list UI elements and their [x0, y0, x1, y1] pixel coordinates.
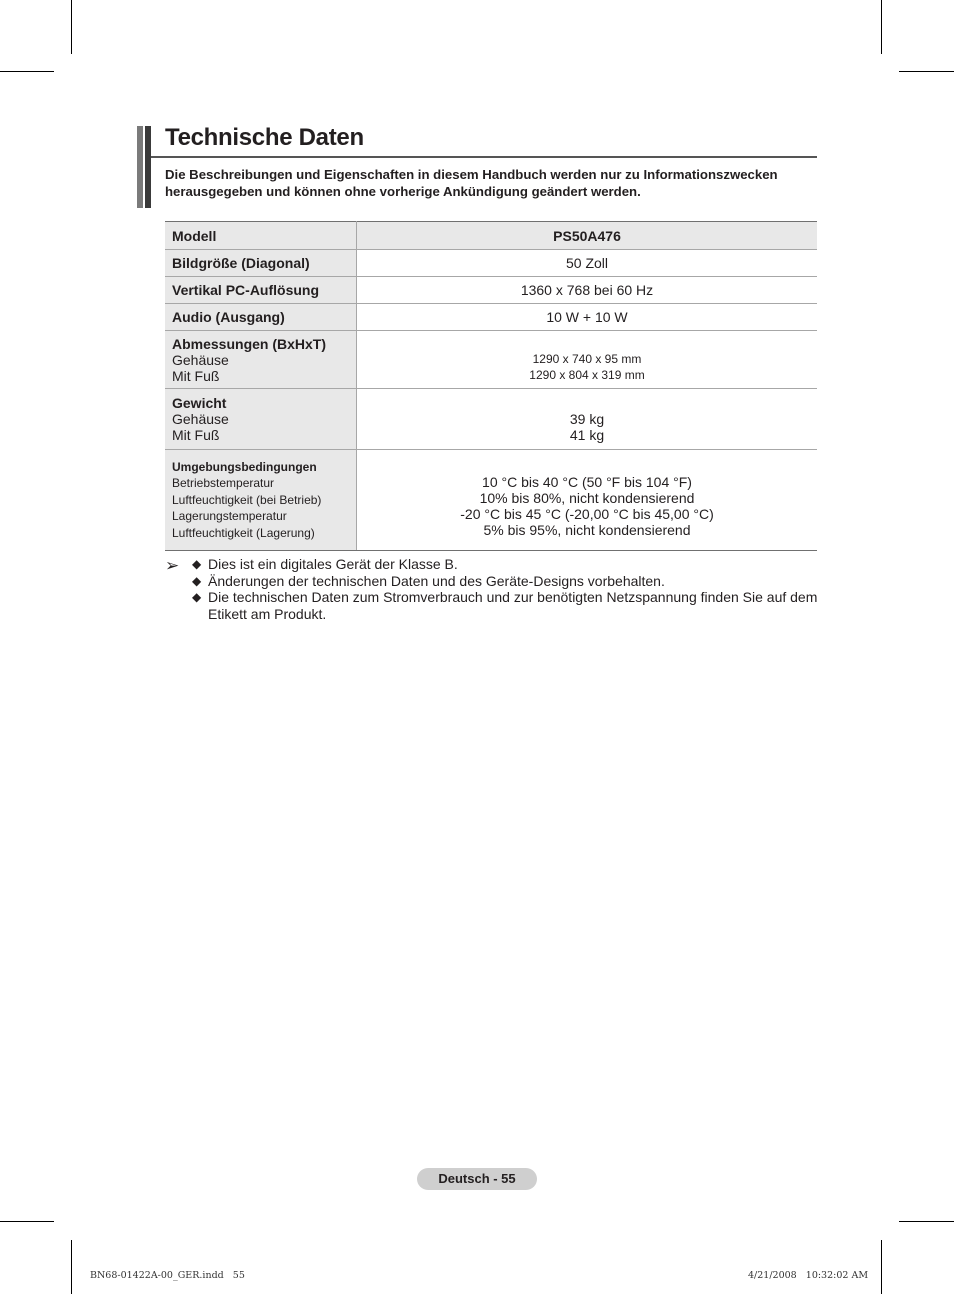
row-value-line: 5% bis 95%, nicht kondensierend [483, 521, 691, 538]
row-sublabel: Luftfeuchtigkeit (Lagerung) [172, 525, 315, 540]
row-label-title: Umgebungsbedingungen [172, 459, 317, 474]
row-label: Audio (Ausgang) [165, 304, 357, 331]
row-sublabel: Betriebstemperatur [172, 476, 275, 491]
row-sublabel: Gehäuse [172, 351, 229, 368]
notes-list [192, 556, 822, 623]
row-label: Modell [165, 222, 357, 250]
title-accent-bar [145, 126, 151, 208]
page-title: Technische Daten [165, 124, 364, 151]
crop-mark [71, 1240, 72, 1294]
row-value-line: 39 kg [569, 410, 605, 427]
list-item [192, 556, 822, 573]
intro-text: Die Beschreibungen und Eigenschaften in diesem Handbuch werden nur zu Informationszwecken herausgegeben und können ohne vorherige Ankündigung geändert werden. [165, 167, 778, 199]
page-number-badge: Deutsch - 55 [417, 1168, 537, 1190]
row-label [165, 450, 357, 551]
table-row [165, 450, 817, 551]
crop-mark [899, 71, 954, 72]
row-value [357, 331, 818, 389]
row-value-line: 41 kg [569, 426, 605, 443]
row-value: 10 W + 10 W [357, 304, 818, 331]
row-value-line: 1290 x 740 x 95 mm [532, 351, 642, 366]
table-row [165, 331, 817, 389]
print-slug-left: BN68-01422A-00_GER.indd 55 [90, 1270, 245, 1281]
crop-mark [899, 1221, 954, 1222]
note-text: Änderungen der technischen Daten und des Geräte-Designs vorbehalten. [208, 572, 665, 589]
row-sublabel: Mit Fuß [172, 367, 220, 384]
title-accent-bar [137, 126, 143, 208]
diamond-bullet-icon: ◆ [192, 590, 202, 605]
row-label [165, 331, 357, 389]
title-underline [151, 156, 817, 158]
diamond-bullet-icon: ◆ [192, 573, 202, 588]
row-sublabel: Lagerungstemperatur [172, 509, 287, 524]
table-row [165, 304, 817, 331]
row-label: Vertikal PC-Auflösung [165, 277, 357, 304]
row-value: 50 Zoll [357, 250, 818, 277]
row-value [357, 389, 818, 450]
row-sublabel: Gehäuse [172, 411, 229, 427]
spec-table [165, 221, 817, 551]
row-label-title: Abmessungen (BxHxT) [172, 335, 327, 352]
note-text: Die technischen Daten zum Stromverbrauch und zur benötigten Netzspannung finden Sie auf dem Etikett am Produkt. [208, 589, 818, 623]
diamond-bullet-icon: ◆ [192, 557, 202, 571]
row-value-line: -20 °C bis 45 °C (-20,00 °C bis 45,00 °C) [460, 505, 714, 522]
row-sublabel: Luftfeuchtigkeit (bei Betrieb) [172, 492, 322, 507]
note-arrow-icon: ➢ [165, 556, 180, 575]
row-value-line: 10 °C bis 40 °C (50 °F bis 104 °F) [482, 473, 692, 490]
row-label: Bildgröße (Diagonal) [165, 250, 357, 277]
row-value: PS50A476 [357, 222, 818, 250]
note-text: Dies ist ein digitales Gerät der Klasse B. [208, 556, 458, 572]
row-value-line: 1290 x 804 x 319 mm [529, 368, 645, 382]
row-label [165, 389, 357, 450]
row-sublabel: Mit Fuß [172, 427, 220, 443]
crop-mark [71, 0, 72, 54]
list-item [192, 589, 822, 622]
table-row [165, 389, 817, 450]
table-row [165, 250, 817, 277]
list-item [192, 573, 822, 590]
crop-mark [881, 1240, 882, 1294]
row-label-title: Gewicht [172, 395, 227, 411]
row-value [357, 450, 818, 551]
crop-mark [0, 1221, 54, 1222]
print-slug-right: 4/21/2008 10:32:02 AM [748, 1270, 869, 1281]
table-row [165, 277, 817, 304]
row-value-line: 10% bis 80%, nicht kondensierend [479, 489, 695, 506]
crop-mark [0, 71, 54, 72]
row-value: 1360 x 768 bei 60 Hz [357, 277, 818, 304]
crop-mark [881, 0, 882, 54]
table-row [165, 222, 817, 250]
